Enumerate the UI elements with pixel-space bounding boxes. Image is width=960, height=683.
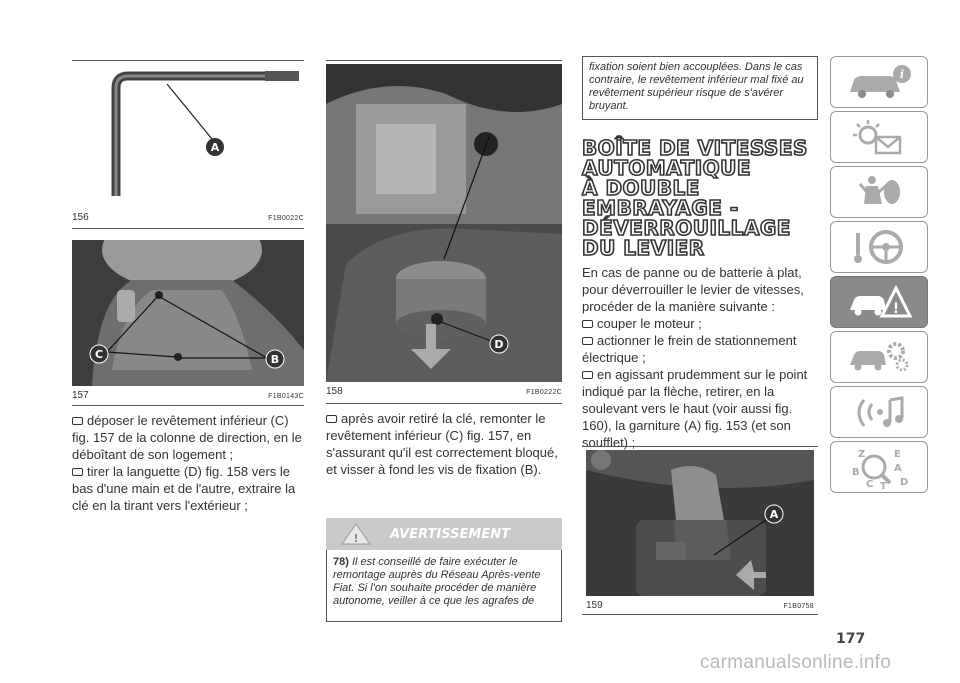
tab-safety[interactable] xyxy=(830,166,928,218)
bullet-item xyxy=(326,410,562,478)
steering-key-icon xyxy=(844,227,914,267)
figure-callout-d: D xyxy=(494,338,504,351)
svg-text:!: ! xyxy=(353,532,359,545)
index-letter: Z xyxy=(858,449,866,460)
warning-triangle-icon xyxy=(336,520,376,548)
index-letter: E xyxy=(894,449,901,460)
heading-line: À DOUBLE xyxy=(582,176,700,200)
figure-159-image xyxy=(586,450,814,596)
figure-code: F1B0022C xyxy=(268,215,304,222)
index-letter: D xyxy=(900,477,909,488)
tab-warning-lights[interactable] xyxy=(830,111,928,163)
page-number: 177 xyxy=(836,631,866,647)
checkbox-bullet-icon xyxy=(582,320,593,328)
index-letter: A xyxy=(894,463,902,474)
bullet-text: en agissant prudemment sur le point indiqué par la flèche, retirer, en la soulevant vers le haut (voir aussi fig. 160), la garniture (A) fig. 153 (et son soufflet) ; xyxy=(582,367,808,450)
figure-code: F1B0222C xyxy=(526,389,562,396)
divider xyxy=(72,228,304,229)
figure-callout-a: A xyxy=(210,141,220,154)
figure-157-caption xyxy=(72,390,304,401)
car-info-icon xyxy=(844,62,914,102)
bullet-item xyxy=(72,412,304,463)
watermark: carmanualsonline.info xyxy=(700,652,892,673)
figure-156-image xyxy=(72,66,304,206)
figure-158-image xyxy=(326,64,562,382)
figure-159-caption xyxy=(586,600,814,611)
svg-text:!: ! xyxy=(892,301,900,317)
heading-line: DU LEVIER xyxy=(582,236,705,260)
figure-callout-b: B xyxy=(270,353,280,366)
heading-line: BOÎTE DE VITESSES xyxy=(582,136,808,160)
figure-157-image xyxy=(72,240,304,386)
heading-line: AUTOMATIQUE xyxy=(582,156,752,180)
tab-index[interactable] xyxy=(830,441,928,493)
warning-body: fixation soient bien accouplées. Dans le cas contraire, le revêtement inférieur mal fixé au revêtement supérieur risque de s'avérer bruyant. xyxy=(589,61,804,112)
warning-box xyxy=(326,550,562,622)
airbag-icon xyxy=(844,172,914,212)
warning-lights-icon xyxy=(844,117,914,157)
figure-number: 157 xyxy=(72,390,89,401)
divider xyxy=(326,60,562,61)
warning-header xyxy=(326,518,562,550)
bullet-item xyxy=(72,463,304,514)
tab-multimedia[interactable] xyxy=(830,386,928,438)
body-text-col2 xyxy=(326,410,562,478)
tab-maintenance[interactable] xyxy=(830,331,928,383)
bullet-item xyxy=(582,332,818,366)
heading-line: EMBRAYAGE - xyxy=(582,196,739,220)
body-text-col1 xyxy=(72,412,304,514)
divider xyxy=(326,403,562,404)
divider xyxy=(72,60,304,61)
warning-number: 78) xyxy=(333,556,349,568)
bullet-text: actionner le frein de stationnement électrique ; xyxy=(582,333,797,365)
checkbox-bullet-icon xyxy=(582,337,593,345)
figure-callout-c: C xyxy=(94,348,104,361)
bullet-text: tirer la languette (D) fig. 158 vers le bas d'une main et de l'autre, extraire la clé en la tirant vers l'extérieur ; xyxy=(72,464,296,513)
heading-line: DÉVERROUILLAGE xyxy=(582,216,791,240)
figure-code: F1B0143C xyxy=(268,393,304,400)
warning-box-continued xyxy=(582,56,818,120)
section-heading xyxy=(582,138,818,258)
bullet-item xyxy=(582,315,818,332)
checkbox-bullet-icon xyxy=(72,417,83,425)
chapter-tab-sidebar xyxy=(830,56,928,496)
maintenance-icon xyxy=(844,337,914,377)
index-icon xyxy=(844,445,914,489)
index-letter: C xyxy=(866,479,874,489)
warning-text xyxy=(333,556,555,608)
divider xyxy=(582,614,818,615)
bullet-item xyxy=(582,366,818,451)
tab-emergency[interactable] xyxy=(830,276,928,328)
tab-car-info[interactable] xyxy=(830,56,928,108)
intro-paragraph: En cas de panne ou de batterie à plat, pour déverrouiller le levier de vitesses, procéder de la manière suivante : xyxy=(582,265,804,314)
figure-number: 156 xyxy=(72,212,89,223)
figure-156-caption xyxy=(72,212,304,223)
multimedia-icon xyxy=(844,392,914,432)
figure-callout-a: A xyxy=(769,508,779,521)
checkbox-bullet-icon xyxy=(582,371,593,379)
divider xyxy=(72,405,304,406)
figure-number: 159 xyxy=(586,600,603,611)
warning-title: AVERTISSEMENT xyxy=(390,526,510,542)
index-letter: T xyxy=(880,481,887,489)
bullet-text: déposer le revêtement inférieur (C) fig. 157 de la colonne de direction, en le déboîtant de son logement ; xyxy=(72,413,302,462)
warning-body: Il est conseillé de faire exécuter le remontage auprès du Réseau Après-vente Fiat. Si l'on souhaite procéder de manière autonome, veiller à ce que les agrafes de xyxy=(333,556,541,607)
checkbox-bullet-icon xyxy=(326,415,337,423)
bullet-text: couper le moteur ; xyxy=(597,316,702,331)
index-letter: B xyxy=(852,467,860,478)
figure-number: 158 xyxy=(326,386,343,397)
body-text-col3 xyxy=(582,264,818,451)
tab-starting-driving[interactable] xyxy=(830,221,928,273)
checkbox-bullet-icon xyxy=(72,468,83,476)
bullet-text: après avoir retiré la clé, remonter le revêtement inférieur (C) fig. 157, en s'assurant qu'il est correctement bloqué, et visser à fond les vis de fixation (B). xyxy=(326,411,558,477)
figure-code: F1B0758 xyxy=(783,603,814,610)
emergency-icon xyxy=(844,282,914,322)
divider xyxy=(582,446,818,447)
svg-text:i: i xyxy=(899,68,905,81)
figure-158-caption xyxy=(326,386,562,397)
